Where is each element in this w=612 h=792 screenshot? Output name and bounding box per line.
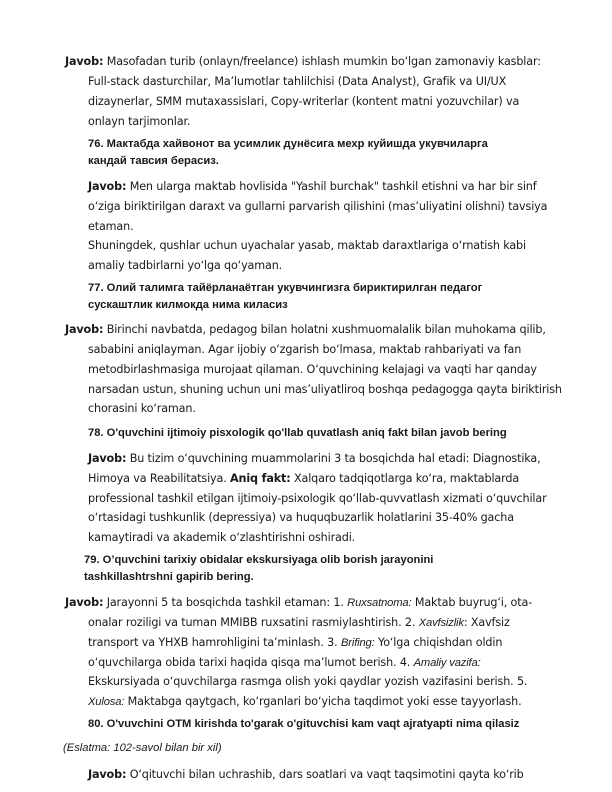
answer-76-line-1: Javob: Men ularga maktab hovlisida "Yashil burchak" tashkil etishni va har bir sinf: [88, 180, 537, 193]
answer-79-line-2: onalar roziligi va tuman MMIBB ruxsatini rasmiylashtirish. 2. Xavfsizlik: Xavfsiz: [88, 616, 510, 629]
answer-label: Javob:: [65, 323, 104, 336]
answer-75-line-2: Full-stack dasturchilar, Ma’lumotlar tahlilchisi (Data Analyst), Grafik va UI/UX: [88, 75, 507, 88]
answer-78-line-3: professional tashkil etilgan ijtimoiy-psixologik qo‘llab-quvvatlash xizmati o‘quvchilar: [88, 492, 547, 505]
answer-78-line-1: Javob: Bu tizim o‘quvchining muammolarini 3 ta bosqichda hal etadi: Diagnostika,: [88, 452, 541, 465]
answer-77-line-1: Javob: Birinchi navbatda, pedagog bilan holatni xushmuomalalik bilan muhokama qilib,: [65, 323, 546, 336]
answer-80-line-1: Javob: O‘qituvchi bilan uchrashib, dars soatlari va vaqt taqsimotini qayta ko‘rib: [88, 768, 524, 781]
answer-77-line-5: chorasini ko‘raman.: [88, 402, 196, 415]
answer-79-line-6: Xulosa: Maktabga qaytgach, ko‘rganlari bo‘yicha taqdimot yoki esse tayyorlash.: [88, 695, 522, 708]
question-77-line-1: 77. Олий талимга тайёрланаётган укувчингизга бириктирилган педагог: [88, 282, 483, 294]
answer-79-line-4: o‘quvchilarga obida tarixi haqida qisqa ma’lumot berish. 4. Amaliy vazifa:: [88, 656, 481, 669]
answer-label: Javob:: [88, 768, 127, 781]
answer-78-line-5: kamaytiradi va akademik o‘zlashtirishni oshiradi.: [88, 531, 356, 544]
answer-75-line-3: dizaynerlar, SMM mutaxassislari, Copy-writerlar (kontent matni yozuvchilar) va: [88, 95, 520, 108]
answer-78-line-2: Himoya va Reabilitatsiya. Aniq fakt: Xalqaro tadqiqotlarga ko‘ra, maktablarda: [88, 472, 520, 485]
answer-79-line-3: transport va YHXB hamrohligini ta’minlash. 3. Brifing: Yo‘lga chiqishdan oldin: [88, 636, 503, 649]
answer-76-line-4: Shuningdek, qushlar uchun uyachalar yasab, maktab daraxtlariga o‘rnatish kabi: [88, 239, 526, 252]
answer-75-line-1: Javob: Masofadan turib (onlayn/freelance) ishlash mumkin bo‘lgan zamonaviy kasblar:: [65, 55, 541, 68]
answer-76-line-2: o‘ziga biriktirilgan daraxt va gullarni parvarish qilishini (mas’uliyatini olishni) tavsiya: [88, 200, 548, 213]
answer-76-line-3: etaman.: [88, 220, 134, 233]
question-80-line-1: 80. O'vuvchini OTM kirishda to'garak o'gituvchisi kam vaqt ajratyapti nima qilasiz: [88, 718, 520, 730]
step-5-title: Xulosa:: [88, 696, 125, 708]
question-76-line-1: 76. Мактабда хайвонот ва усимлик дунёсига мехр куйишда укувчиларга: [88, 138, 488, 150]
question-77-line-2: сускаштлик килмокда нима киласиз: [88, 299, 288, 311]
answer-label: Javob:: [65, 596, 104, 609]
answer-76-line-5: amaliy tadbirlarni yo‘lga qo‘yaman.: [88, 259, 283, 272]
step-4-title: Amaliy vazifa:: [413, 657, 481, 669]
answer-77-line-4: narsadan ustun, shuning uchun uni mas’uliyatliroq boshqa pedagogga qayta biriktirish: [88, 383, 562, 396]
answer-78-line-4: o‘rtasidagi tushkunlik (depressiya) va huquqbuzarlik holatlarini 35-40% gacha: [88, 511, 514, 524]
answer-79-line-1: Javob: Jarayonni 5 ta bosqichda tashkil etaman: 1. Ruxsatnoma: Maktab buyrug‘i, ota-: [65, 596, 533, 609]
step-1-title: Ruxsatnoma:: [347, 597, 412, 609]
step-3-title: Brifing:: [340, 637, 375, 649]
question-79-line-1: 79. O’quvchini tarixiy obidalar ekskursiyaga olib borish jarayonini: [84, 554, 434, 566]
step-2-title: Xavfsizlik: [418, 617, 464, 629]
answer-label: Javob:: [88, 180, 127, 193]
question-79-line-2: tashkillashtrshni gapirib bering.: [84, 571, 254, 583]
answer-77-line-3: metodbirlashmasiga murojaat qilaman. O‘quvchining kelajagi va vaqti har qanday: [88, 363, 537, 376]
fact-label: Aniq fakt:: [230, 472, 291, 485]
answer-77-line-2: sababini aniqlayman. Agar ijobiy o‘zgarish bo‘lmasa, maktab rahbariyati va fan: [88, 343, 522, 356]
answer-75-line-4: onlayn tarjimonlar.: [88, 115, 191, 128]
answer-79-line-5: Ekskursiyada o‘quvchilarga rasmga olish yoki qaydlar yozish vazifasini berish. 5.: [88, 675, 528, 688]
answer-label: Javob:: [65, 55, 104, 68]
question-78-line-1: 78. O'quvchini ijtimoiy pisxologik qo'llab quvatlash aniq fakt bilan javob bering: [88, 427, 507, 439]
question-76-line-2: кандай тавсия берасиз.: [88, 155, 219, 167]
question-80-note: (Eslatma: 102-savol bilan bir xil): [63, 742, 222, 754]
answer-label: Javob:: [88, 452, 127, 465]
